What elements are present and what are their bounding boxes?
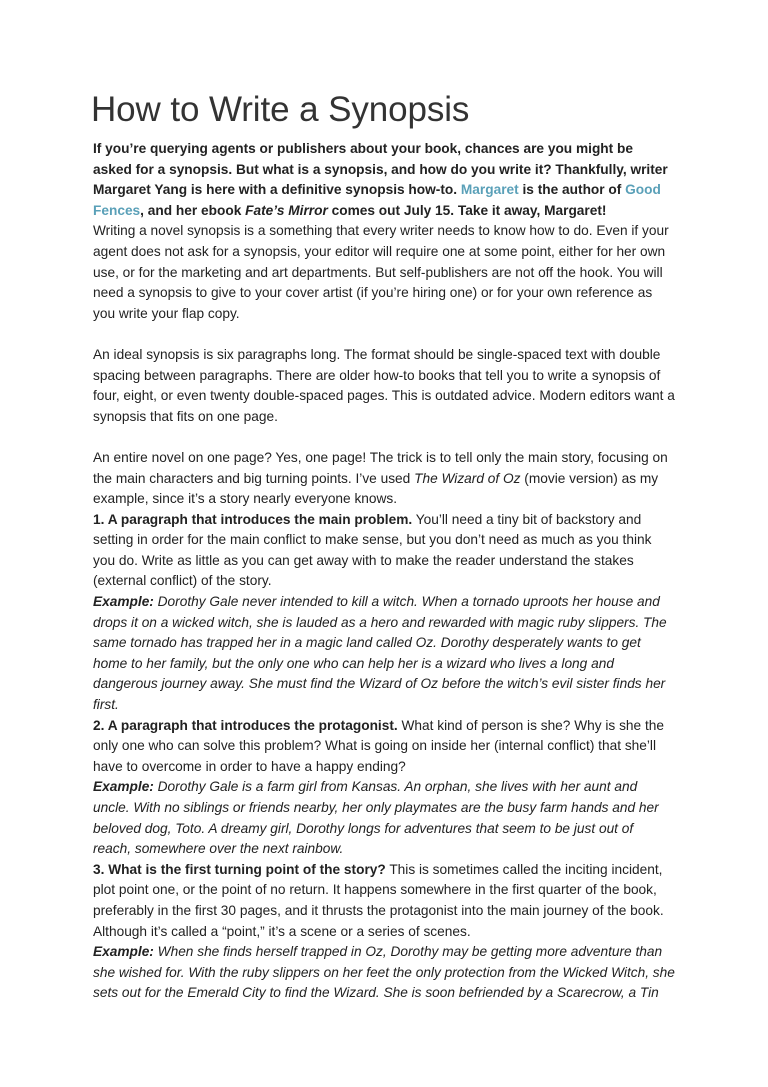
para3-text-b: (movie version) as my example, since it’s a story nearly everyone knows. bbox=[93, 470, 659, 507]
section-heading: 3. What is the first turning point of the story? bbox=[93, 861, 386, 877]
intro-text-3: , and her ebook bbox=[140, 202, 246, 218]
example-2 bbox=[93, 777, 675, 859]
intro-text-1: If you’re querying agents or publishers about your book, chances are you might be asked for a synopsis. But what is a synopsis, and how do you write it? Thankfully, writer Margaret Yang is here with a definitive synopsis how-to. bbox=[93, 141, 668, 198]
section-1 bbox=[93, 510, 675, 592]
section-heading: 2. A paragraph that introduces the protagonist. bbox=[93, 717, 398, 733]
book-link[interactable]: Good Fences bbox=[93, 182, 661, 218]
body-paragraph-3 bbox=[93, 448, 675, 510]
example-label: Example: bbox=[93, 944, 154, 960]
section-body: You’ll need a tiny bit of backstory and setting in order for the main conflict to make sense, but you don’t need as much as you think you do. Write as little as you can get away with to make the reader understand the stakes (external conflict) of the story. bbox=[93, 511, 652, 589]
ebook-title: Fate’s Mirror bbox=[245, 202, 328, 218]
para3-text-a: An entire novel on one page? Yes, one page! The trick is to tell only the main story, focusing on the main characters and big turning points. I’ve used bbox=[93, 449, 668, 486]
section-body: What kind of person is she? Why is she the only one who can solve this problem? What is going on inside her (internal conflict) that she’ll have to overcome in order to have a happy ending? bbox=[93, 717, 664, 774]
example-text: Dorothy Gale is a farm girl from Kansas. An orphan, she lives with her aunt and uncle. With no siblings or friends nearby, her only playmates are the busy farm hands and her beloved dog, Toto. A dreamy girl, Dorothy longs for adventures that seem to be just out of reach, somewhere over the next rainbow. bbox=[93, 779, 659, 857]
section-body: This is sometimes called the inciting incident, plot point one, or the point of no return. It happens somewhere in the first quarter of the book, preferably in the first 30 pages, and it thrusts the protagonist into the main journey of the book. Although it’s called a “point,” it’s a scene or a series of scenes. bbox=[93, 861, 664, 939]
intro-text-4: comes out July 15. Take it away, Margaret! bbox=[327, 202, 607, 218]
example-1 bbox=[93, 592, 675, 716]
example-text: Dorothy Gale never intended to kill a witch. When a tornado uproots her house and drops it on a wicked witch, she is lauded as a hero and rewarded with magic ruby slippers. The same tornado has trapped her in a magic land called Oz. Dorothy desperately wants to get home to her family, but the only one who can help her is a wizard who lives a long and dangerous journey away. She must find the Wizard of Oz before the witch’s evil sister finds her first. bbox=[93, 594, 667, 713]
example-label: Example: bbox=[93, 594, 154, 610]
body-paragraph-2: An ideal synopsis is six paragraphs long. The format should be single-spaced text with double spacing between paragraphs. There are older how-to books that tell you to write a synopsis of four, eight, or even twenty double-spaced pages. This is outdated advice. Modern editors want a synopsis that fits on one page. bbox=[93, 346, 675, 424]
section-2 bbox=[93, 716, 675, 778]
author-link[interactable]: Margaret bbox=[460, 182, 519, 198]
example-label: Example: bbox=[93, 779, 154, 795]
page-title: How to Write a Synopsis bbox=[91, 90, 470, 129]
section-heading: 1. A paragraph that introduces the main problem. bbox=[93, 511, 413, 527]
section-3 bbox=[93, 860, 675, 942]
example-text: When she finds herself trapped in Oz, Dorothy may be getting more adventure than she wished for. With the ruby slippers on her feet the only protection from the Wicked Witch, she sets out for the Emerald City to find the Wizard. She is soon befriended by a Scarecrow, a Tin bbox=[93, 944, 675, 1001]
intro-paragraph bbox=[93, 139, 675, 221]
body-paragraph-1: Writing a novel synopsis is a something that every writer needs to know how to do. Even if your agent does not ask for a synopsis, your editor will require one at some point, either for her own use, or for the marketing and art departments. But self-publishers are not off the hook. You will need a synopsis to give to your cover artist (if you’re hiring one) or for your own reference as you write your flap copy. bbox=[93, 223, 669, 321]
example-3 bbox=[93, 942, 675, 1004]
movie-title: The Wizard of Oz bbox=[414, 470, 521, 486]
document-page bbox=[93, 90, 675, 1004]
intro-text-2: is the author of bbox=[518, 182, 626, 198]
